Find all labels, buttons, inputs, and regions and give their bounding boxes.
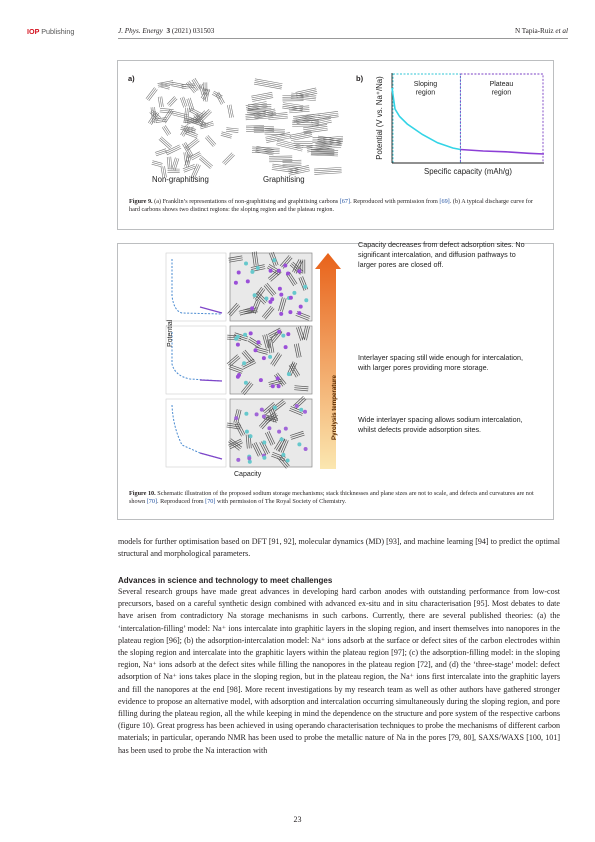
sodium-ion (289, 296, 293, 300)
sodium-ion (286, 272, 290, 276)
mechanism-row (166, 396, 312, 468)
sodium-ion (250, 270, 254, 274)
running-author (515, 27, 568, 35)
paragraph-text: Several research groups have made great advances in developing hard carbon anodes with outstanding performance from low-cost precursors, based on a careful synthetic design combined with advanced ex-situ and in situ characterisation [95]. Most debates to date have arisen from contradictory Na storage mechanisms in such carbons. Currently, there are several published theories: (a) the ‘intercalation-filling’ model: Na⁺ ions intercalate into graphitic layers in the sloping region, and insert themselves into nanopores in the plateau region [96]; (b) the adsorption-intercalation model: Na⁺ ions adsorb at the surface or defect sites of the carbon electrodes within the sloping region and intercalate into the graphitic layers within the plateau region [97]; (c) the adsorption-filling model: in the sloping region, Na⁺ ions adsorb at the defect sites while filling the nanopores in the plateau region [72], and (d) the ‘three-stage’ model: defect adsorption of Na⁺ ions takes place in the sloping region, but in the plateau region, the Na⁺ ions first intercalate into the graphitic layers and fill the nanopores at the end [98]. More recent investigations by my research team as well as other authors have gathered stronger evidence to propose an alternative model, with adsorption and intercalation occurring simultaneously during the sloping region, and pore filling during the plateau region, all the while keeping in mind the dependence on the structure and pore system of the respective carbons (figure 10). Great progress has been achieved in using operando characterisation techniques to probe the mechanisms of different carbon materials; in particular, operando NMR has been used to probe the metallic nature of Na in the pores [79, 80], SAXS/WAXS [100, 101] has been used to probe the Na interaction with (118, 587, 560, 755)
series-line-0 (392, 88, 460, 150)
sodium-ion (246, 279, 250, 283)
sodium-ion (268, 300, 272, 304)
sodium-ion (244, 381, 248, 385)
sodium-ion (299, 305, 303, 309)
figure-10 (117, 240, 554, 520)
y-axis-label: Potential (V vs. Na⁺/Na) (375, 76, 384, 160)
sodium-ion (286, 332, 290, 336)
journal-citation-text: (2021) 031503 (171, 27, 215, 35)
carbon-stack (282, 95, 303, 101)
citation-link[interactable]: [67] (339, 198, 351, 205)
mini-curve-frame (166, 399, 226, 467)
region-label: Sloping region (413, 81, 438, 97)
carbon-stack (180, 97, 187, 108)
sodium-ion (254, 348, 258, 352)
sodium-ion (262, 415, 266, 419)
caption-text: (a) Franklin’s representations of non-graphitising and graphitising carbons (152, 198, 340, 205)
sodium-ion (264, 297, 268, 301)
sodium-ion (277, 384, 281, 388)
sodium-ion (284, 427, 288, 431)
sodium-ion (247, 456, 251, 460)
sodium-ion (255, 412, 259, 416)
sodium-ion (262, 456, 266, 460)
sodium-ion (236, 458, 240, 462)
caption-text: Schematic illustration of the proposed sodium storage mechanisms; stack thicknesses and plane sizes are not to scale, and defects and curvatures are not shown (129, 490, 534, 506)
sodium-ion (303, 410, 307, 414)
region-label: Plateau region (489, 81, 514, 97)
carbon-stack (199, 156, 213, 169)
carbon-stack (158, 96, 163, 107)
sodium-ion (303, 285, 307, 289)
publisher-logo (27, 27, 74, 36)
capacity-axis-label: Capacity (234, 471, 262, 478)
logo-iop: IOP (27, 27, 40, 36)
sodium-ion (273, 406, 277, 410)
carbon-stack (212, 91, 222, 99)
figure-10-label: Figure 10. (129, 490, 156, 497)
carbon-stack (215, 92, 224, 105)
sodium-ion (244, 262, 248, 266)
caption-text: . Reproduced with permission from (350, 198, 440, 205)
carbon-stack (152, 161, 163, 167)
sodium-ion (244, 412, 248, 416)
sodium-ion (299, 408, 303, 412)
sodium-ion (249, 434, 253, 438)
figure-9-label: Figure 9. (129, 198, 153, 205)
carbon-stack (221, 132, 233, 138)
carbon-stack (159, 137, 172, 149)
journal-citation (118, 27, 214, 35)
non-graphitising-structure (146, 78, 239, 179)
journal-name: J. Phys. Energy (118, 27, 163, 35)
sodium-ion (304, 447, 308, 451)
section-heading: Advances in science and technology to meet challenges (118, 576, 333, 585)
structure-panel (230, 253, 312, 321)
sodium-ion (245, 430, 249, 434)
sodium-ion (295, 404, 299, 408)
franklin-carbon-structures (143, 73, 343, 185)
carbon-stack (172, 158, 179, 171)
sodium-ion (279, 312, 283, 316)
body-paragraph-2 (118, 586, 560, 757)
sodium-ion (268, 355, 272, 359)
carbon-stack (167, 96, 177, 106)
sodium-ion (248, 460, 252, 464)
carbon-stack (185, 138, 199, 150)
journal-volume: 3 (166, 27, 171, 35)
sodium-ion (236, 343, 240, 347)
citation-link[interactable]: [69] (439, 198, 450, 205)
caption-text: with permission of The Royal Society of Chemistry. (215, 498, 347, 506)
sodium-ion (260, 408, 264, 412)
carbon-stack (205, 135, 216, 146)
mini-curve-frame (166, 253, 226, 321)
logo-publishing: Publishing (41, 27, 75, 36)
sodium-ion (269, 269, 273, 273)
graphitising-structure (245, 79, 343, 176)
carbon-stack (171, 82, 186, 88)
sodium-ion (288, 310, 292, 314)
citation-link[interactable]: [70] (146, 498, 158, 506)
carbon-stack (165, 145, 181, 155)
figure-10-caption (129, 490, 544, 507)
sodium-ion (278, 287, 282, 291)
carbon-stack (160, 83, 171, 89)
sodium-ion (297, 311, 301, 315)
carbon-stack (162, 125, 171, 135)
caption-text: . Reproduced from (157, 498, 206, 506)
mechanism-text-high-temp: Capacity decreases from defect adsorption sites. No significant intercalation, and diffusion pathways to larger pores are closed off. (358, 240, 525, 269)
carbon-stack (222, 153, 234, 165)
sodium-ion (277, 330, 281, 334)
author-etal: et al (555, 27, 568, 35)
sodium-ion (237, 271, 241, 275)
sodium-ion (262, 441, 266, 445)
mechanism-row (166, 251, 312, 321)
sodium-ion (277, 430, 281, 434)
sodium-ion (297, 269, 301, 273)
figure-9 (117, 60, 554, 230)
carbon-stack (167, 157, 172, 169)
sodium-ion (280, 437, 284, 441)
sodium-ion (284, 345, 288, 349)
storage-mechanism-schematic (160, 251, 350, 473)
mechanism-text-low-temp: Wide interlayer spacing allows sodium intercalation, whilst defects provide adsorption sites. (358, 415, 523, 434)
sodium-ion (281, 334, 285, 338)
sodium-ion (271, 384, 275, 388)
header-rule (118, 38, 568, 39)
sodium-ion (262, 356, 266, 360)
label-non-graphitising: Non-graphitising (152, 175, 209, 184)
sodium-ion (236, 335, 240, 339)
paragraph-text: models for further optimisation based on DFT [91, 92], molecular dynamics (MD) [93], and machine learning [94] to predict the optimal structural and morphological parameters. (118, 537, 560, 559)
sodium-ion (234, 281, 238, 285)
carbon-stack (269, 156, 292, 162)
panel-a-label: a) (128, 74, 135, 83)
citation-link[interactable]: [70] (205, 498, 216, 506)
sodium-ion (259, 378, 263, 382)
carbon-stack (251, 92, 273, 101)
sodium-ion (276, 376, 280, 380)
sodium-ion (250, 306, 254, 310)
label-graphitising: Graphitising (263, 175, 305, 184)
sodium-ion (267, 426, 271, 430)
sodium-ion (281, 453, 285, 457)
sodium-ion (277, 269, 281, 273)
sodium-ion (272, 258, 276, 262)
sodium-ion (249, 331, 253, 335)
page-number: 23 (293, 815, 302, 824)
sodium-ion (237, 373, 241, 377)
carbon-stack (227, 105, 233, 118)
sodium-ion (287, 372, 291, 376)
author-name: N Tapia-Ruiz (514, 27, 554, 35)
body-paragraph-1 (118, 536, 560, 560)
sodium-ion (257, 340, 261, 344)
sodium-ion (297, 442, 301, 446)
sodium-ion (292, 291, 296, 295)
sodium-ion (304, 298, 308, 302)
series-line-1 (460, 150, 544, 155)
carbon-stack (155, 149, 167, 156)
sodium-ion (242, 361, 246, 365)
sodium-ion (279, 293, 283, 297)
sodium-ion (243, 333, 247, 337)
carbon-stack (186, 131, 198, 138)
carbon-stack (282, 103, 303, 111)
pyrolysis-temperature-label: Pyrolysis temperature (331, 375, 338, 440)
figure-9-caption (129, 198, 544, 215)
panel-b-label: b) (356, 74, 364, 83)
carbon-stack (318, 111, 339, 119)
carbon-stack (254, 79, 282, 89)
sodium-ion (256, 266, 260, 270)
sodium-ion (286, 459, 290, 463)
carbon-stack (226, 128, 239, 133)
x-axis-label: Specific capacity (mAh/g) (424, 167, 512, 176)
caption-text: . (b) A typical discharge curve for hard carbons shows two distinct regions: the sloping region and the plateau region. (129, 198, 533, 214)
sodium-ion (283, 264, 287, 268)
discharge-curve-chart (368, 69, 548, 194)
sodium-ion (234, 416, 238, 420)
carbon-stack (146, 87, 157, 100)
potential-axis-label: Potential (167, 319, 174, 347)
carbon-stack (199, 109, 212, 122)
mechanism-text-mid-temp: Interlayer spacing still wide enough for intercalation, with larger pores providing more storage. (358, 353, 524, 372)
sodium-ion (253, 293, 257, 297)
carbon-stack (314, 167, 342, 174)
mechanism-row (166, 326, 312, 395)
